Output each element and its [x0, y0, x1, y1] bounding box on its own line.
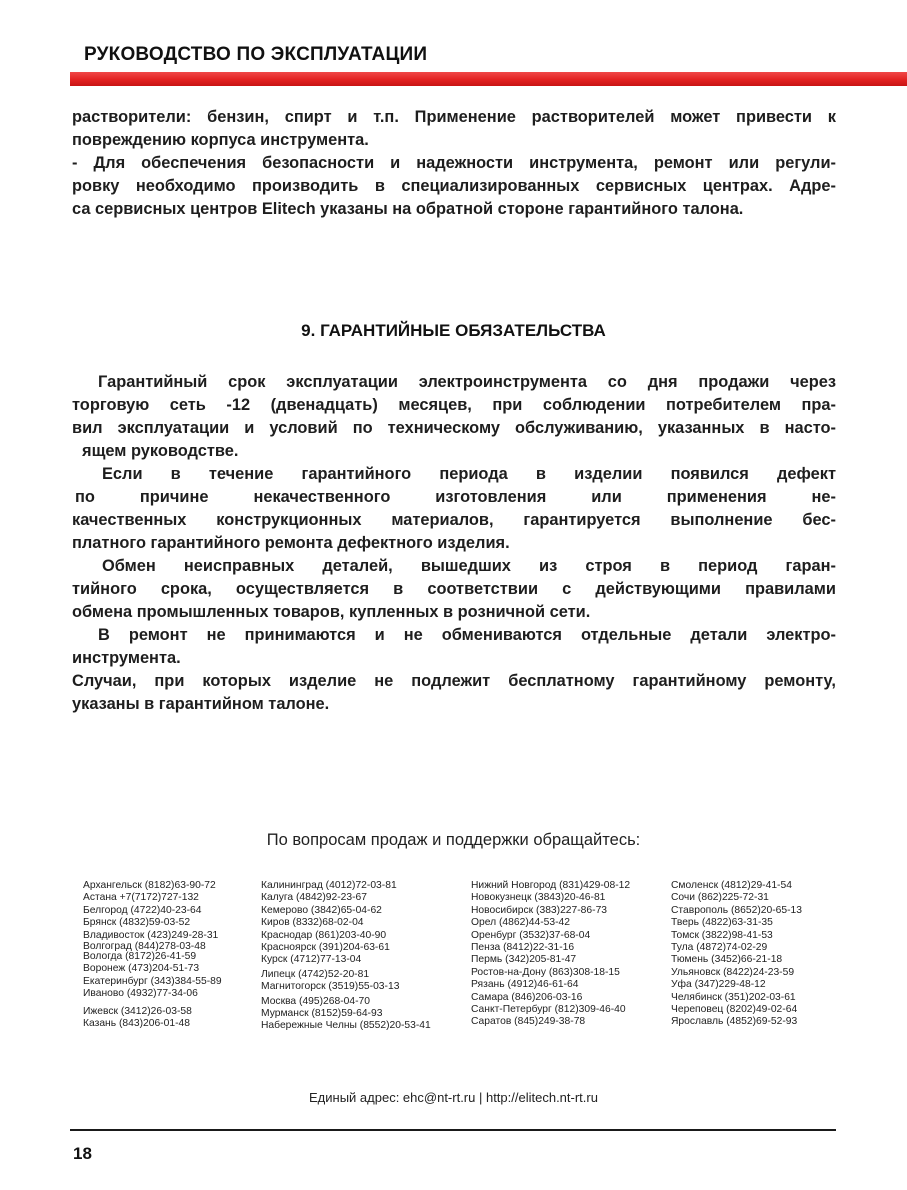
warranty-line: тийного срока, осуществляется в соответствии с действующими правилами	[72, 580, 836, 598]
header-accent-bar	[70, 72, 907, 86]
city-entry: Казань (843)206-01-48	[83, 1018, 190, 1030]
intro-line: растворители: бензин, спирт и т.п. Применение растворителей может привести к	[72, 108, 836, 126]
warranty-line: В ремонт не принимаются и не обмениваются отдельные детали электро-	[98, 626, 836, 644]
warranty-line: инструмента.	[72, 649, 181, 667]
city-entry: Москва (495)268-04-70	[261, 995, 370, 1007]
city-entry: Ставрополь (8652)20-65-13	[671, 904, 802, 916]
intro-line: ровку необходимо производить в специализированных сервисных центрах. Адре-	[72, 177, 836, 195]
city-entry: Магнитогорск (3519)55-03-13	[261, 981, 400, 993]
city-entry: Вологда (8172)26-41-59	[83, 951, 197, 963]
city-entry: Пермь (342)205-81-47	[471, 954, 577, 966]
city-entry: Калуга (4842)92-23-67	[261, 892, 367, 904]
intro-line: са сервисных центров Elitech указаны на обратной стороне гарантийного талона.	[72, 200, 744, 218]
city-entry: Киров (8332)68-02-04	[261, 917, 364, 929]
intro-line: повреждению корпуса инструмента.	[72, 131, 369, 149]
city-entry: Рязань (4912)46-61-64	[471, 979, 579, 991]
warranty-line: обмена промышленных товаров, купленных в розничной сети.	[72, 603, 591, 621]
city-entry: Кемерово (3842)65-04-62	[261, 904, 382, 916]
page-number: 18	[73, 1144, 92, 1163]
city-entry: Воронеж (473)204-51-73	[83, 963, 200, 975]
city-column-1	[83, 880, 222, 1030]
city-entry: Новосибирск (383)227-86-73	[471, 904, 608, 916]
city-entry: Тула (4872)74-02-29	[671, 942, 768, 954]
city-column-3	[471, 880, 630, 1029]
support-heading: По вопросам продаж и поддержки обращайтесь:	[266, 831, 641, 849]
city-entry: Краснодар (861)203-40-90	[261, 929, 387, 941]
city-entry: Нижний Новгород (831)429-08-12	[471, 880, 631, 891]
city-entry: Курск (4712)77-13-04	[261, 954, 362, 966]
city-entry: Калининград (4012)72-03-81	[261, 880, 397, 891]
warranty-line: по причине некачественного изготовления или применения не-	[75, 488, 836, 506]
warranty-line: ящем руководстве.	[82, 442, 239, 460]
city-entry: Ярославль (4852)69-52-93	[671, 1016, 798, 1028]
city-entry: Тверь (4822)63-31-35	[671, 917, 773, 929]
city-column-2	[261, 880, 431, 1033]
city-entry: Волгоград (844)278-03-48	[83, 941, 206, 953]
warranty-line: Если в течение гарантийного периода в изделии появился дефект	[102, 465, 836, 483]
city-entry: Брянск (4832)59-03-52	[83, 917, 191, 929]
city-entry: Екатеринбург (343)384-55-89	[83, 975, 222, 987]
city-entry: Набережные Челны (8552)20-53-41	[261, 1020, 431, 1032]
city-entry: Ростов-на-Дону (863)308-18-15	[471, 966, 620, 978]
contact-line: Единый адрес: ehc@nt-rt.ru | http://elitech.nt-rt.ru	[309, 1090, 598, 1105]
warranty-line: Обмен неисправных деталей, вышедших из строя в период гаран-	[102, 557, 836, 575]
city-entry: Астана +7(7172)727-132	[83, 892, 199, 904]
city-entry: Челябинск (351)202-03-61	[671, 991, 796, 1003]
city-entry: Уфа (347)229-48-12	[671, 979, 766, 991]
intro-paragraph	[72, 106, 836, 221]
city-entry: Санкт-Петербург (812)309-46-40	[471, 1004, 626, 1016]
footer-divider	[70, 1129, 836, 1131]
intro-line: - Для обеспечения безопасности и надежности инструмента, ремонт или регули-	[72, 154, 836, 172]
city-entry: Саратов (845)249-38-78	[471, 1016, 586, 1028]
warranty-line: торговую сеть -12 (двенадцать) месяцев, при соблюдении потребителем пра-	[72, 396, 836, 414]
city-entry: Красноярск (391)204-63-61	[261, 942, 390, 954]
city-entry: Сочи (862)225-72-31	[671, 892, 769, 904]
warranty-line: Гарантийный срок эксплуатации электроинструмента со дня продажи через	[98, 373, 836, 391]
city-entry: Череповец (8202)49-02-64	[671, 1004, 798, 1016]
warranty-line: указаны в гарантийном талоне.	[72, 695, 330, 713]
city-entry: Белгород (4722)40-23-64	[83, 904, 202, 916]
city-entry: Иваново (4932)77-34-06	[83, 988, 198, 1000]
section-heading: 9. ГАРАНТИЙНЫЕ ОБЯЗАТЕЛЬСТВА	[301, 321, 606, 340]
city-entry: Тюмень (3452)66-21-18	[671, 954, 783, 966]
city-entry: Липецк (4742)52-20-81	[261, 968, 370, 980]
city-entry: Орел (4862)44-53-42	[471, 917, 570, 929]
warranty-line: Случаи, при которых изделие не подлежит бесплатному гарантийному ремонту,	[72, 672, 836, 690]
city-entry: Мурманск (8152)59-64-93	[261, 1008, 383, 1020]
warranty-line: вил эксплуатации и условий по техническому обслуживанию, указанных в насто-	[72, 419, 836, 437]
city-entry: Архангельск (8182)63-90-72	[83, 880, 216, 891]
warranty-line: качественных конструкционных материалов, гарантируется выполнение бес-	[72, 511, 836, 529]
city-entry: Томск (3822)98-41-53	[671, 929, 773, 941]
warranty-line: платного гарантийного ремонта дефектного изделия.	[72, 534, 510, 552]
manual-title: РУКОВОДСТВО ПО ЭКСПЛУАТАЦИИ	[84, 44, 428, 65]
city-entry: Пенза (8412)22-31-16	[471, 942, 575, 954]
city-entry: Оренбург (3532)37-68-04	[471, 929, 591, 941]
city-entry: Ульяновск (8422)24-23-59	[671, 966, 795, 978]
city-entry: Смоленск (4812)29-41-54	[671, 880, 792, 891]
city-entry: Самара (846)206-03-16	[471, 991, 583, 1003]
city-entry: Новокузнецк (3843)20-46-81	[471, 892, 606, 904]
city-entry: Ижевск (3412)26-03-58	[83, 1005, 192, 1017]
city-column-4	[671, 880, 802, 1029]
city-entry: Владивосток (423)249-28-31	[83, 929, 219, 941]
warranty-paragraph	[72, 371, 836, 716]
